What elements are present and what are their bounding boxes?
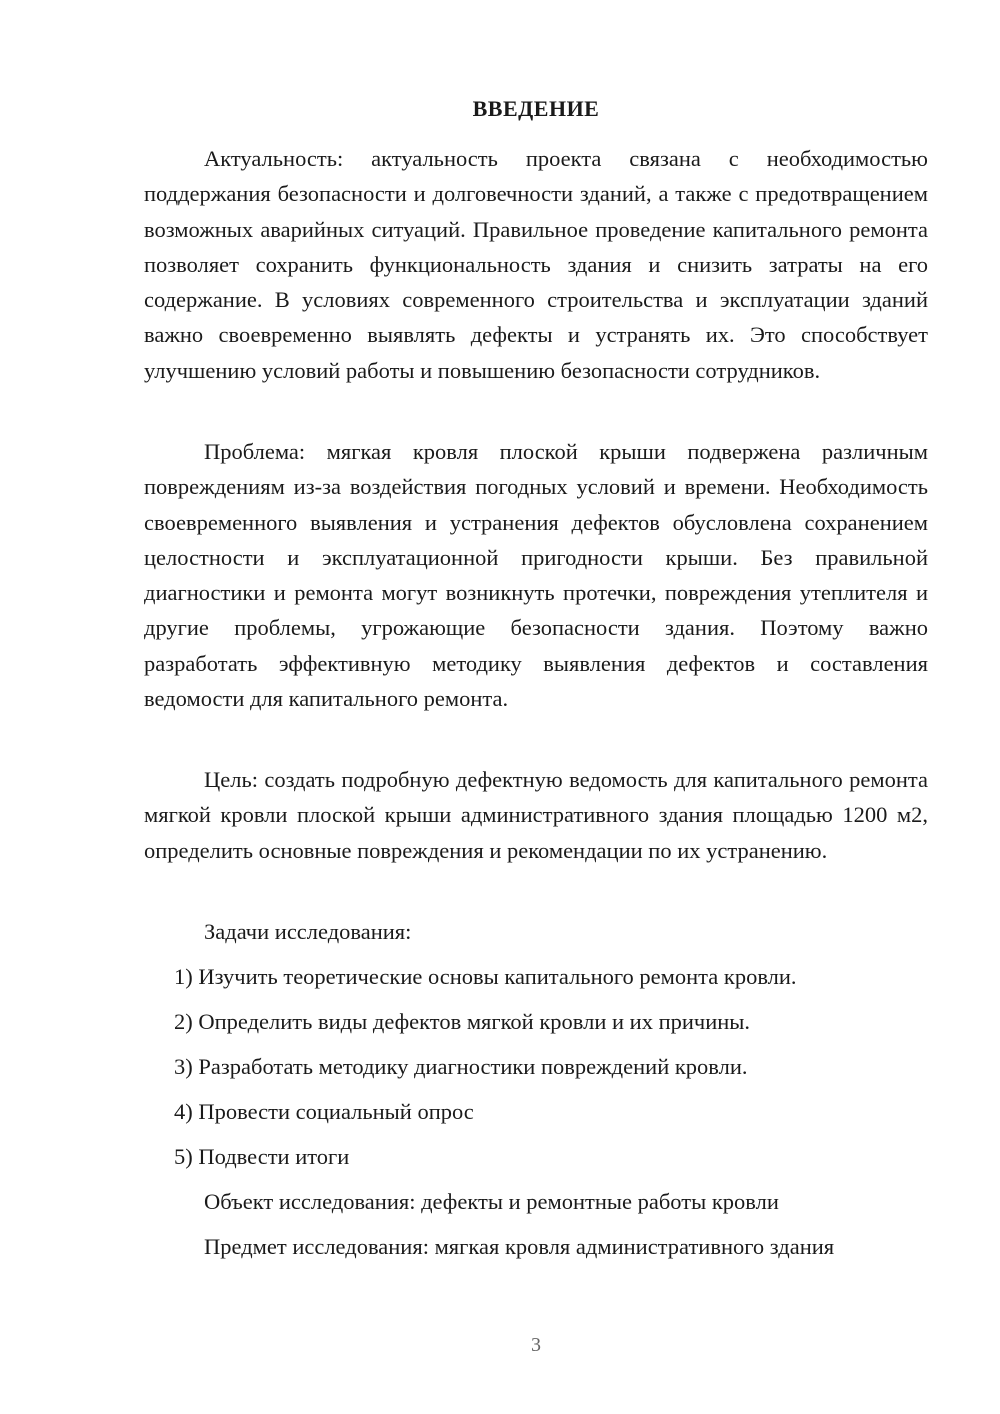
goal-paragraph-block xyxy=(144,762,928,868)
goal-paragraph: Цель: создать подробную дефектную ведомость для капитального ремонта мягкой кровли плоской крыши административного здания площадью 1200 м2, определить основные повреждения и рекомендации по их устранению. xyxy=(144,767,928,863)
section-title: ВВЕДЕНИЕ xyxy=(472,96,600,121)
tasks-heading: Задачи исследования: xyxy=(204,919,412,944)
relevance-paragraph: Актуальность: актуальность проекта связана с необходимостью поддержания безопасности и долговечности зданий, а также с предотвращением возможных аварийных ситуаций. Правильное проведение капитального ремонта позволяет сохранить функциональность здания и снизить затраты на его содержание. В условиях современного строительства и эксплуатации зданий важно своевременно выявлять дефекты и устранять их. Это способствует улучшению условий работы и повышению безопасности сотрудников. xyxy=(144,146,928,383)
task-item-4: 4) Провести социальный опрос xyxy=(174,1099,474,1124)
task-item-1: 1) Изучить теоретические основы капитального ремонта кровли. xyxy=(174,964,797,989)
research-object: Объект исследования: дефекты и ремонтные работы кровли xyxy=(204,1189,779,1214)
problem-paragraph: Проблема: мягкая кровля плоской крыши подвержена различным повреждениям из-за воздействия погодных условий и времени. Необходимость своевременного выявления и устранения дефектов обусловлена сохранением целостности и эксплуатационной пригодности крыши. Без правильной диагностики и ремонта могут возникнуть протечки, повреждения утеплителя и другие проблемы, угрожающие безопасности здания. Поэтому важно разработать эффективную методику выявления дефектов и составления ведомости для капитального ремонта. xyxy=(144,439,928,712)
problem-paragraph-block xyxy=(144,434,928,716)
task-item-3: 3) Разработать методику диагностики повреждений кровли. xyxy=(174,1054,748,1079)
page-number: 3 xyxy=(531,1334,541,1356)
relevance-paragraph-block xyxy=(144,141,928,388)
task-item-2: 2) Определить виды дефектов мягкой кровли и их причины. xyxy=(174,1009,751,1034)
research-subject: Предмет исследования: мягкая кровля административного здания xyxy=(204,1234,835,1259)
task-item-5: 5) Подвести итоги xyxy=(174,1144,350,1169)
